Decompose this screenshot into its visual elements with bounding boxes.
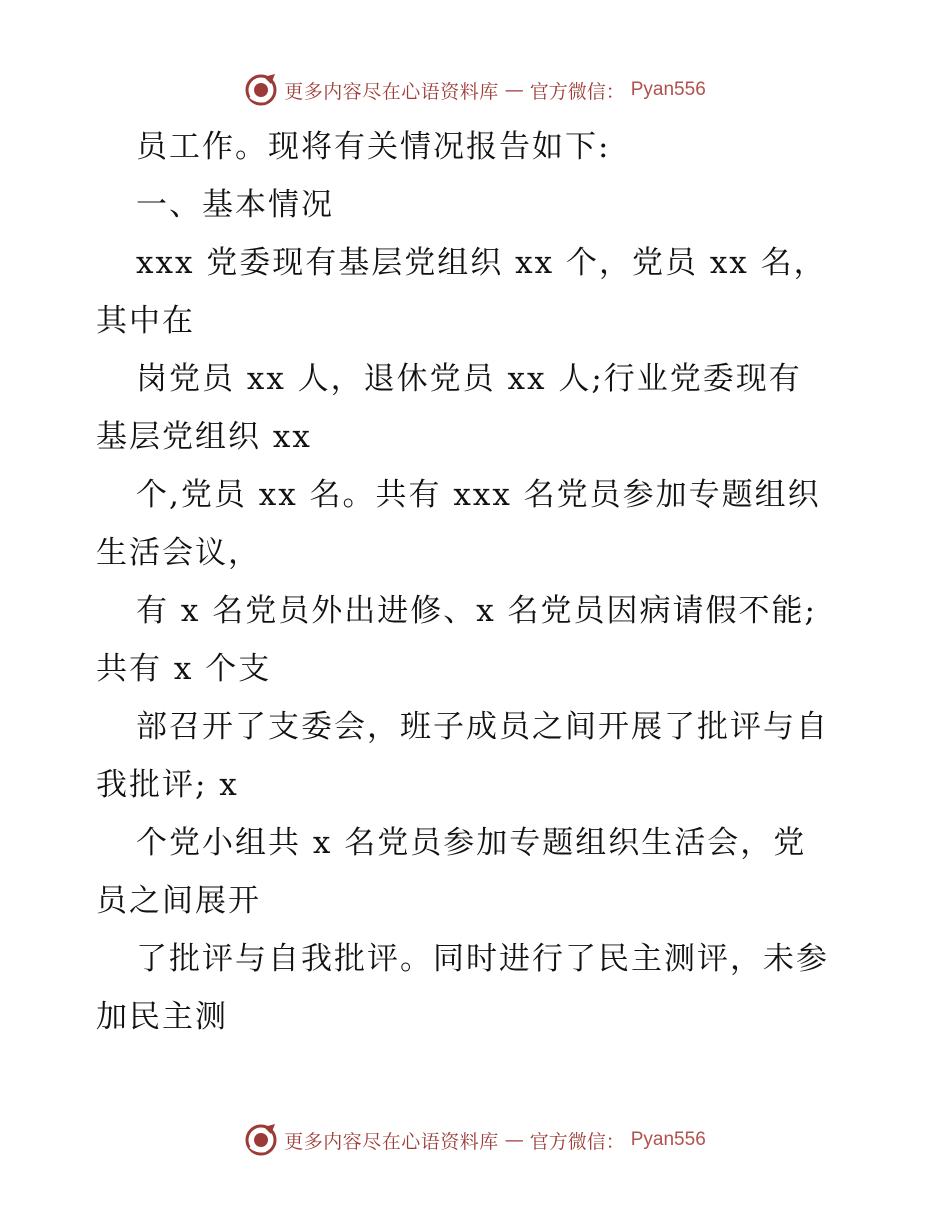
page-header — [0, 70, 950, 110]
text-line: 岗党员 xx 人，退休党员 xx 人;行业党委现有 — [136, 361, 802, 397]
text-line: 员工作。现将有关情况报告如下: — [136, 129, 611, 165]
text-line: 基层党组织 xx — [96, 419, 312, 455]
footer-brand-text: 更多内容尽在心语资料库 — [284, 1130, 499, 1153]
header-brand-text: 更多内容尽在心语资料库 — [284, 80, 499, 103]
text-line: 个,党员 xx 名。共有 xxx 名党员参加专题组织 — [136, 477, 821, 513]
section-heading: 一、基本情况 — [136, 187, 334, 223]
header-separator: — — [504, 79, 524, 101]
text-line: xxx 党委现有基层党组织 xx 个，党员 xx 名， — [136, 245, 827, 281]
footer-brand — [244, 1123, 706, 1157]
text-line: 生活会议， — [96, 535, 261, 571]
text-line: 员之间展开 — [96, 883, 261, 919]
footer-wechat-id: Pyan556 — [630, 1129, 706, 1150]
page-footer — [0, 1120, 950, 1160]
text-line: 加民主测 — [96, 999, 228, 1035]
header-wechat-id: Pyan556 — [630, 79, 706, 100]
text-line: 我批评; x — [96, 767, 239, 803]
text-line: 了批评与自我批评。同时进行了民主测评，未参 — [136, 941, 829, 977]
text-line: 其中在 — [96, 303, 195, 339]
footer-wechat-label: 官方微信： — [529, 1130, 625, 1153]
brand-logo-icon — [244, 1123, 278, 1157]
text-line: 部召开了支委会，班子成员之间开展了批评与自 — [136, 709, 829, 745]
brand-logo-icon — [244, 73, 278, 107]
header-brand — [244, 73, 706, 107]
text-line: 共有 x 个支 — [96, 651, 272, 687]
footer-separator: — — [504, 1129, 524, 1151]
header-wechat-label: 官方微信： — [529, 80, 625, 103]
text-line: 个党小组共 x 名党员参加专题组织生活会，党 — [136, 825, 807, 861]
text-line: 有 x 名党员外出进修、x 名党员因病请假不能; — [136, 593, 817, 629]
document-body — [96, 118, 866, 1046]
